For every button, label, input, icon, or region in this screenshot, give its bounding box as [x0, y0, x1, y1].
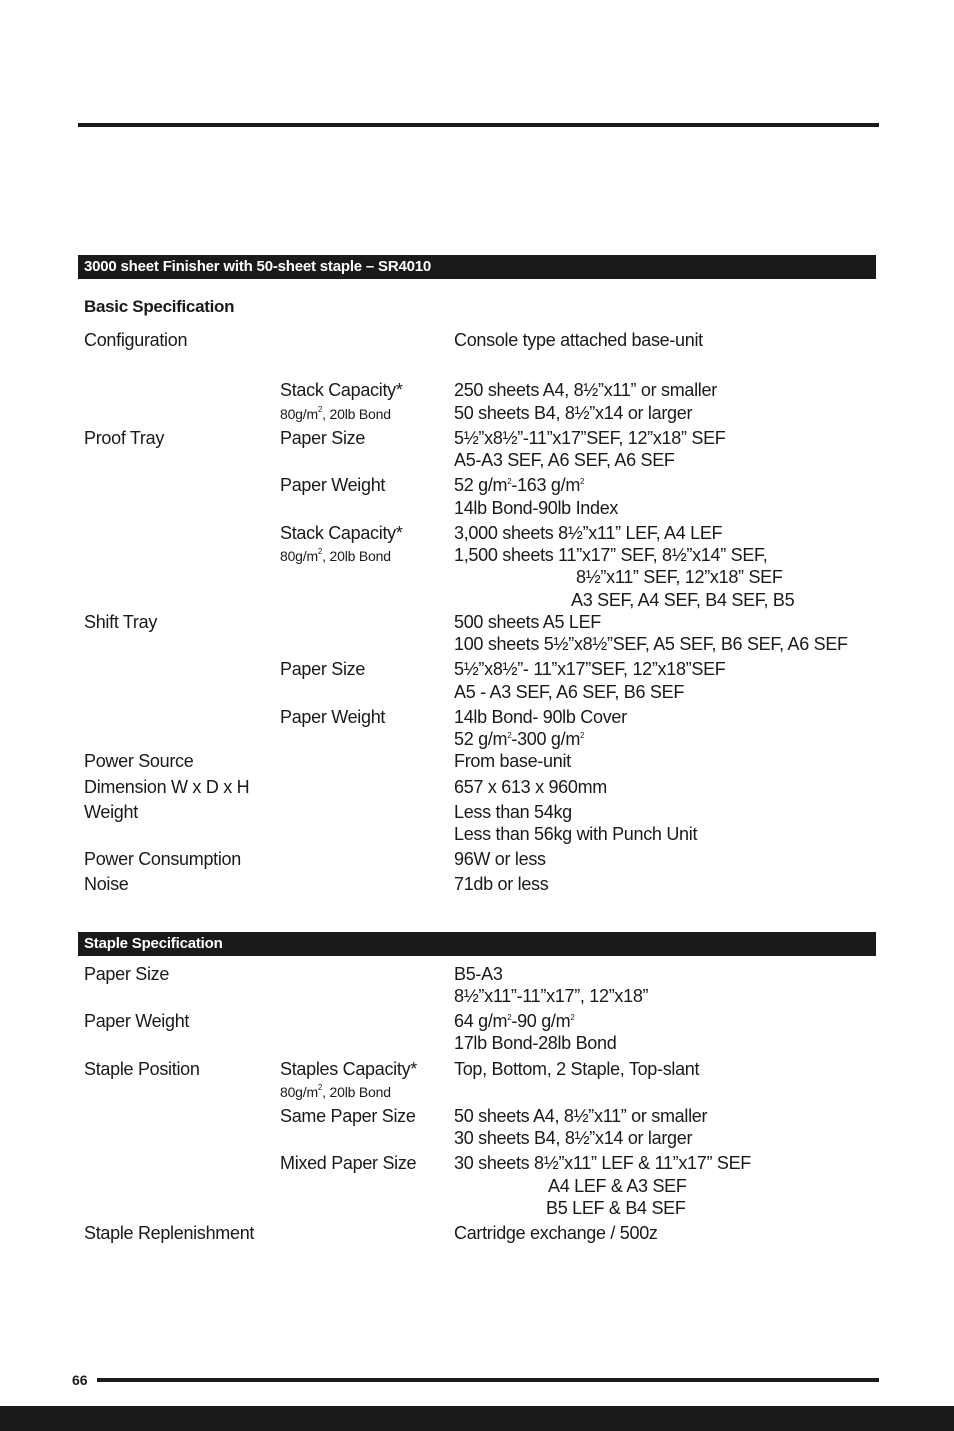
same-paper-size-label: Same Paper Size — [280, 1106, 416, 1126]
power-consumption-value: 96W or less — [454, 849, 546, 869]
shift-stack-row3: 8½”x11” SEF, 12”x18” SEF — [576, 567, 783, 587]
footer-rule — [97, 1378, 879, 1382]
shift-stack-row6: 100 sheets 5½”x8½”SEF, A5 SEF, B6 SEF, A6 SEF — [454, 634, 848, 654]
shift-stack-row5: 500 sheets A5 LEF — [454, 612, 602, 632]
staple-paper-size-2: 8½”x11”-11”x17”, 12”x18” — [454, 986, 649, 1006]
staple-replenishment-label: Staple Replenishment — [84, 1223, 255, 1243]
mixed-paper-row1: 30 sheets 8½”x11” LEF & 11”x17” SEF — [454, 1153, 751, 1173]
weight-value-2: Less than 56kg with Punch Unit — [454, 824, 698, 844]
weight-label: Weight — [84, 802, 138, 822]
proof-paper-weight-2: 14lb Bond-90lb Index — [454, 498, 619, 518]
staples-capacity-label: Staples Capacity* — [280, 1059, 417, 1079]
proof-tray-label: Proof Tray — [84, 428, 165, 448]
shift-stack-capacity-note: $80g/m^2$, 20lb Bond — [280, 547, 391, 564]
mixed-paper-size-label: Mixed Paper Size — [280, 1153, 417, 1173]
proof-paper-size-label: Paper Size — [280, 428, 366, 448]
staple-paper-weight-label: Paper Weight — [84, 1011, 190, 1031]
same-paper-row2: 30 sheets B4, 8½”x14 or larger — [454, 1128, 693, 1148]
shift-stack-row1: 3,000 sheets 8½”x11” LEF, A4 LEF — [454, 523, 723, 543]
staple-paper-size-label: Paper Size — [84, 964, 170, 984]
shift-paper-weight-label: Paper Weight — [280, 707, 386, 727]
noise-value: 71db or less — [454, 874, 549, 894]
proof-stack-row1: 250 sheets A4, 8½”x11” or smaller — [454, 380, 717, 400]
staple-position-value: Top, Bottom, 2 Staple, Top-slant — [454, 1059, 700, 1079]
dimension-value: 657 x 613 x 960mm — [454, 777, 607, 797]
top-rule — [78, 123, 879, 127]
section-header-staple: Staple Specification — [78, 932, 876, 956]
noise-label: Noise — [84, 874, 129, 894]
power-source-label: Power Source — [84, 751, 194, 771]
shift-stack-row2: 1,500 sheets 11”x17” SEF, 8½”x14” SEF, — [454, 545, 768, 565]
power-source-value: From base-unit — [454, 751, 571, 771]
shift-tray-label: Shift Tray — [84, 612, 158, 632]
shift-paper-size-2: A5 - A3 SEF, A6 SEF, B6 SEF — [454, 682, 685, 702]
power-consumption-label: Power Consumption — [84, 849, 241, 869]
mixed-paper-row3: B5 LEF & B4 SEF — [546, 1198, 686, 1218]
same-paper-row1: 50 sheets A4, 8½”x11” or smaller — [454, 1106, 708, 1126]
proof-paper-size-1: 5½”x8½”-11”x17”SEF, 12”x18” SEF — [454, 428, 726, 448]
weight-value-1: Less than 54kg — [454, 802, 572, 822]
configuration-value: Console type attached base-unit — [454, 330, 703, 350]
staple-paper-weight-1: 64 $g/m^2-90$ $g/m^2$ — [454, 1011, 575, 1031]
staple-paper-size-1: B5-A3 — [454, 964, 503, 984]
proof-paper-weight-label: Paper Weight — [280, 475, 386, 495]
section-header-finisher: 3000 sheet Finisher with 50-sheet staple – SR4010 — [78, 255, 876, 279]
staples-capacity-note: $80g/m^2$, 20lb Bond — [280, 1083, 391, 1100]
shift-paper-size-label: Paper Size — [280, 659, 366, 679]
staple-replenishment-value: Cartridge exchange / 500z — [454, 1223, 658, 1243]
shift-paper-size-1: 5½”x8½”- 11”x17”SEF, 12”x18”SEF — [454, 659, 726, 679]
configuration-label: Configuration — [84, 330, 188, 350]
shift-stack-capacity-label: Stack Capacity* — [280, 523, 403, 543]
dimension-label: Dimension W x D x H — [84, 777, 250, 797]
proof-stack-capacity-label: Stack Capacity* — [280, 380, 403, 400]
proof-stack-row2: 50 sheets B4, 8½”x14 or larger — [454, 403, 693, 423]
bottom-band — [0, 1406, 954, 1431]
shift-stack-row4: A3 SEF, A4 SEF, B4 SEF, B5 — [571, 590, 795, 610]
page-number: 66 — [72, 1372, 88, 1388]
staple-position-label: Staple Position — [84, 1059, 200, 1079]
shift-paper-weight-2: 52 $g/m^2-300$ $g/m^2$ — [454, 729, 585, 749]
proof-paper-weight-1: 52 $g/m^2-163$ $g/m^2$ — [454, 475, 585, 495]
proof-stack-capacity-note: $80g/m^2$, 20lb Bond — [280, 405, 391, 422]
basic-spec-heading: Basic Specification — [84, 297, 235, 316]
proof-paper-size-2: A5-A3 SEF, A6 SEF, A6 SEF — [454, 450, 675, 470]
shift-paper-weight-1: 14lb Bond- 90lb Cover — [454, 707, 627, 727]
mixed-paper-row2: A4 LEF & A3 SEF — [548, 1176, 687, 1196]
staple-paper-weight-2: 17lb Bond-28lb Bond — [454, 1033, 617, 1053]
